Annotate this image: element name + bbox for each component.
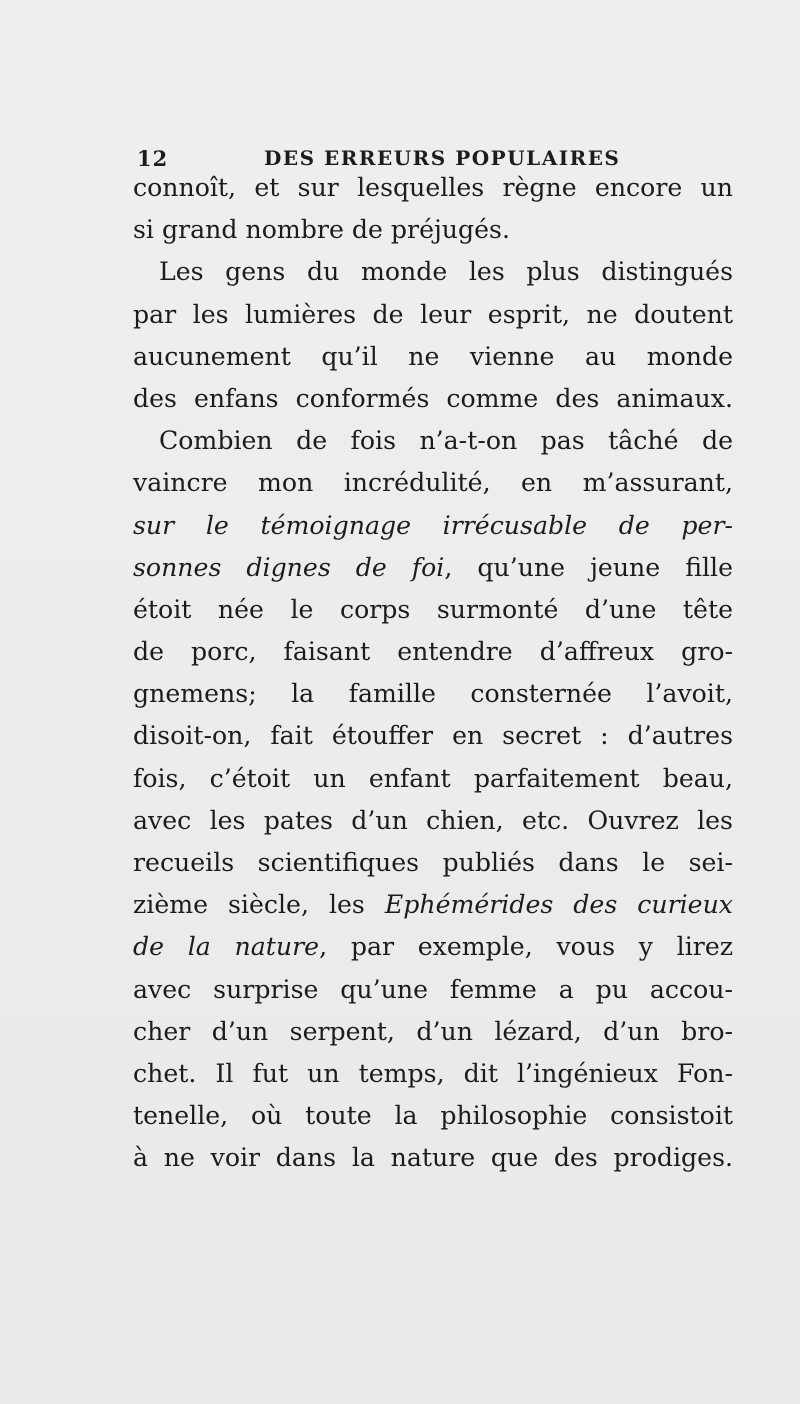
text-line bbox=[133, 884, 733, 926]
text-line bbox=[133, 715, 733, 757]
text-line bbox=[133, 631, 733, 673]
text-line bbox=[133, 462, 733, 504]
text-segment: de porc, faisant entendre d’affreux gro- bbox=[133, 637, 733, 667]
text-line bbox=[133, 294, 733, 336]
text-line bbox=[133, 800, 733, 842]
text-segment: Combien de fois n’a-t-on pas tâché de bbox=[159, 426, 733, 456]
text-segment: tenelle, où toute la philosophie consistoit bbox=[133, 1101, 733, 1131]
running-title: DES ERREURS POPULAIRES bbox=[264, 146, 621, 170]
text-line bbox=[133, 1095, 733, 1137]
text-segment: par les lumières de leur esprit, ne doutent bbox=[133, 299, 733, 329]
text-line bbox=[133, 420, 733, 462]
text-line bbox=[133, 547, 733, 589]
text-line bbox=[133, 1053, 733, 1095]
text-segment: Les gens du monde les plus distingués bbox=[159, 257, 733, 287]
text-line bbox=[133, 209, 733, 251]
text-segment: gnemens; la famille consternée l’avoit, bbox=[133, 679, 733, 709]
text-line bbox=[133, 926, 733, 968]
text-segment: fois, c’étoit un enfant parfaitement beau, bbox=[133, 763, 733, 793]
text-line bbox=[133, 1011, 733, 1053]
text-segment: avec les pates d’un chien, etc. Ouvrez les bbox=[133, 805, 733, 835]
text-segment: si grand nombre de préjugés. bbox=[133, 215, 510, 245]
text-segment: disoit-on, fait étouffer en secret : d’autres bbox=[133, 721, 733, 751]
text-line bbox=[133, 167, 733, 209]
text-line bbox=[133, 251, 733, 293]
text-segment: avec surprise qu’une femme a pu accou- bbox=[133, 974, 733, 1004]
text-line bbox=[133, 758, 733, 800]
text-segment: étoit née le corps surmonté d’une tête bbox=[133, 594, 733, 624]
text-line bbox=[133, 589, 733, 631]
text-line bbox=[133, 969, 733, 1011]
italic-text: sur le témoignage irrécusable de per- bbox=[133, 510, 733, 540]
italic-text: de la nature bbox=[133, 932, 320, 962]
text-segment: chet. Il fut un temps, dit l’ingénieux Fon- bbox=[133, 1058, 733, 1088]
text-line bbox=[133, 1137, 733, 1179]
text-segment: , par exemple, vous y lirez bbox=[319, 932, 733, 962]
text-line bbox=[133, 378, 733, 420]
text-segment: cher d’un serpent, d’un lézard, d’un bro- bbox=[133, 1016, 733, 1046]
text-segment: connoît, et sur lesquelles règne encore un bbox=[133, 173, 733, 202]
italic-text: sonnes dignes de foi bbox=[133, 552, 445, 582]
text-line bbox=[133, 842, 733, 884]
text-line bbox=[133, 505, 733, 547]
text-segment: recueils scientifiques publiés dans le sei- bbox=[133, 848, 733, 877]
body-text bbox=[133, 167, 733, 1180]
text-segment: des enfans conformés comme des animaux. bbox=[133, 383, 733, 413]
text-segment: à ne voir dans la nature que des prodiges. bbox=[133, 1143, 733, 1173]
italic-text: Ephémérides des curieux bbox=[384, 890, 734, 920]
page-number: 12 bbox=[137, 146, 169, 171]
text-segment: vaincre mon incrédulité, en m’assurant, bbox=[133, 468, 733, 498]
text-segment: zième siècle, les bbox=[133, 890, 385, 920]
text-segment: aucunement qu’il ne vienne au monde bbox=[133, 341, 733, 371]
text-line bbox=[133, 673, 733, 715]
text-segment: , qu’une jeune fille bbox=[444, 552, 734, 582]
text-line bbox=[133, 336, 733, 378]
